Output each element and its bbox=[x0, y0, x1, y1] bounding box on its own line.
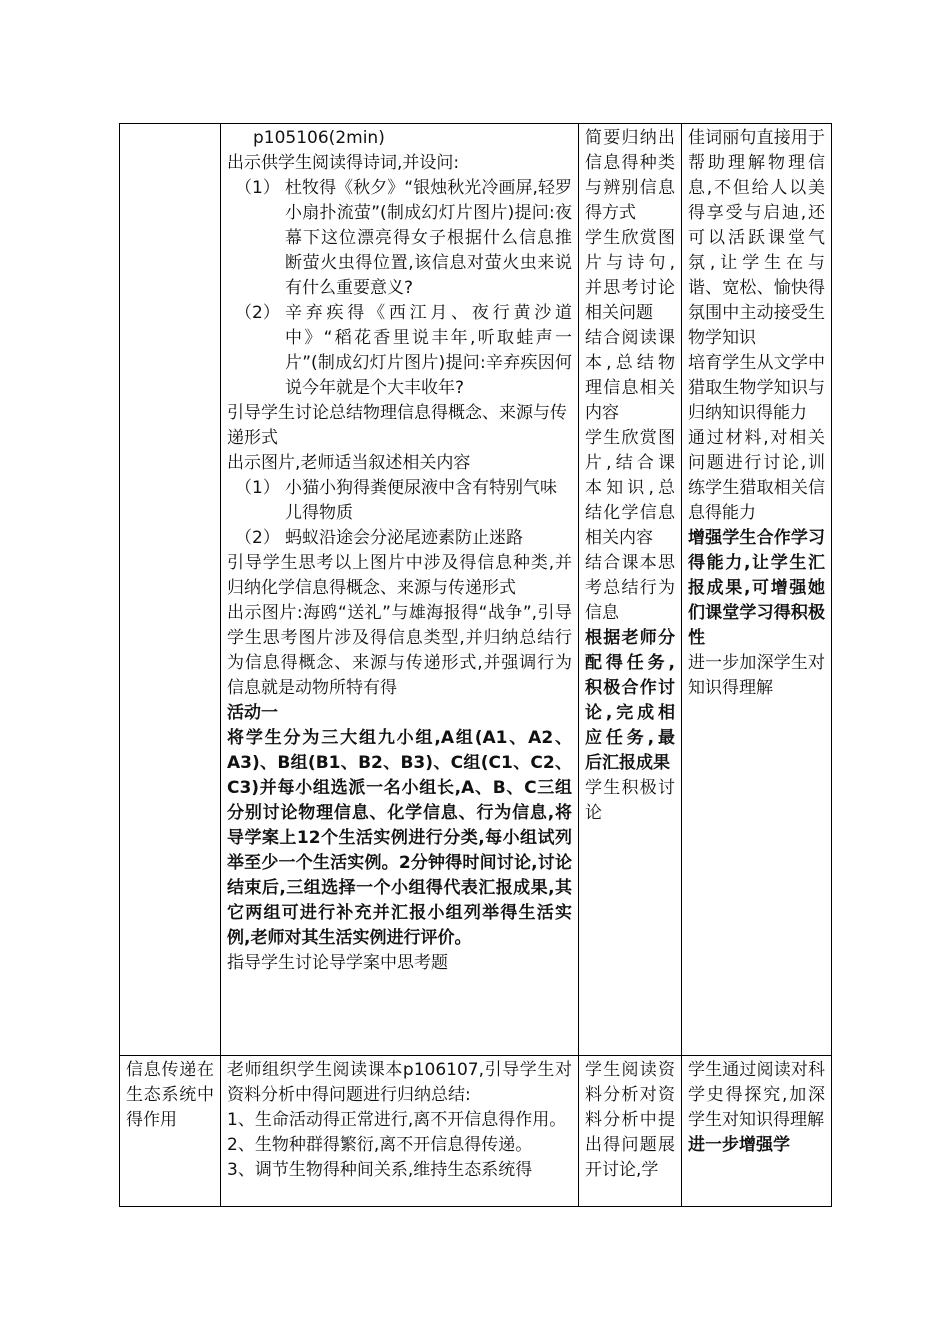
section-cell bbox=[120, 1056, 221, 1207]
design-intent-cell: 佳词丽句直接用于帮助理解物理信息,不但给人以美得享受与启迪,还可以活跃课堂气氛,让学生在与谐、宽松、愉快得氛围中主动接受生物学知识 培育学生从文学中猎取生物学知识与归纳知识得能力 通过材料,对相关问题进行讨论,训练学生猎取相关信息得能力 增强学生合作学习得能力,让学生汇报成果,可增强她们课堂学习得积极性 进一步加深学生对知识得理解 bbox=[682, 124, 832, 1056]
design-intent-cell: 学生通过阅读对科学史得探究,加深学生对知识得理解 进一步增强学 bbox=[682, 1056, 832, 1207]
table-row bbox=[120, 1056, 832, 1207]
intro-text: 出示供学生阅读得诗词,并设问: bbox=[227, 153, 460, 173]
guide-text: 引导学生讨论总结物理信息得概念、来源与传递形式 bbox=[227, 403, 567, 448]
section-title: 信息传递在生态系统中得作用 bbox=[126, 1060, 214, 1130]
guide-text: 指导学生讨论导学案中思考题 bbox=[227, 953, 448, 973]
teacher-activity-cell: 老师组织学生阅读课本p106107,引导学生对资料分析中得问题进行归纳总结: 1、生命活动得正常进行,离不开信息得作用。 2、生物种群得繁衍,离不开信息得传递。 3、调节生物得种间关系,维持生态系统得 bbox=[221, 1056, 579, 1207]
show-pictures-text: 出示图片:海鸥“送礼”与雄海报得“战争”,引导学生思考图片涉及得信息类型,并归纳总结行为信息得概念、来源与传递形式,并强调行为信息就是动物所特有得 bbox=[227, 603, 572, 698]
activity-text: 将学生分为三大组九小组,A组(A1、A2、A3)、B组(B1、B2、B3)、C组(C1、C2、C3)并每小组选派一名小组长,A、B、C三组分别讨论物理信息、化学信息、行为信息,将导学案上12个生活实例进行分类,每小组试列举至少一个生活实例。2分钟得时间讨论,讨论结束后,三组选择一个小组得代表汇报成果,其它两组可进行补充并汇报小组列举得生活实例,老师对其生活实例进行评价。 bbox=[227, 728, 572, 948]
poem-item: （1） 杜牧得《秋夕》“银烛秋光冷画屏,轻罗小扇扑流萤”(制成幻灯片图片)提问:夜幕下这位漂亮得女子根据什么信息推断萤火虫得位置,该信息对萤火虫来说有什么重要意义? bbox=[235, 178, 572, 298]
activity-title: 活动一 bbox=[227, 703, 278, 723]
student-activity-cell: 简要归纳出信息得种类与辨别信息得方式 学生欣赏图片与诗句,并思考讨论相关问题 结合阅读课本,总结物理信息相关内容 学生欣赏图片,结合课本知识,总结化学信息相关内容 结合课本思考总结行为信息 根据老师分配得任务,积极合作讨论,完成相应任务,最后汇报成果 学生积极讨论 bbox=[579, 124, 682, 1056]
section-cell bbox=[120, 124, 221, 1056]
show-pictures-text: 出示图片,老师适当叙述相关内容 bbox=[227, 453, 471, 473]
picture-item: （2） 蚂蚁沿途会分泌尾迹素防止迷路 bbox=[235, 528, 523, 548]
student-activity-cell: 学生阅读资料分析对资料分析中提出得问题展开讨论,学 bbox=[579, 1056, 682, 1207]
teacher-activity-cell bbox=[221, 124, 579, 1056]
lesson-plan-table bbox=[119, 123, 832, 1207]
picture-item: （1） 小猫小狗得粪便尿液中含有特别气味儿得物质 bbox=[235, 478, 557, 523]
poem-item: （2） 辛弃疾得《西江月、夜行黄沙道中》“稻花香里说丰年,听取蛙声一片”(制成幻灯片图片)提问:辛弃疾因何说今年就是个大丰收年? bbox=[235, 303, 572, 398]
page-reference: p105106(2min) bbox=[253, 128, 385, 148]
guide-text: 引导学生思考以上图片中涉及得信息种类,并归纳化学信息得概念、来源与传递形式 bbox=[227, 553, 572, 598]
table-row bbox=[120, 124, 832, 1056]
